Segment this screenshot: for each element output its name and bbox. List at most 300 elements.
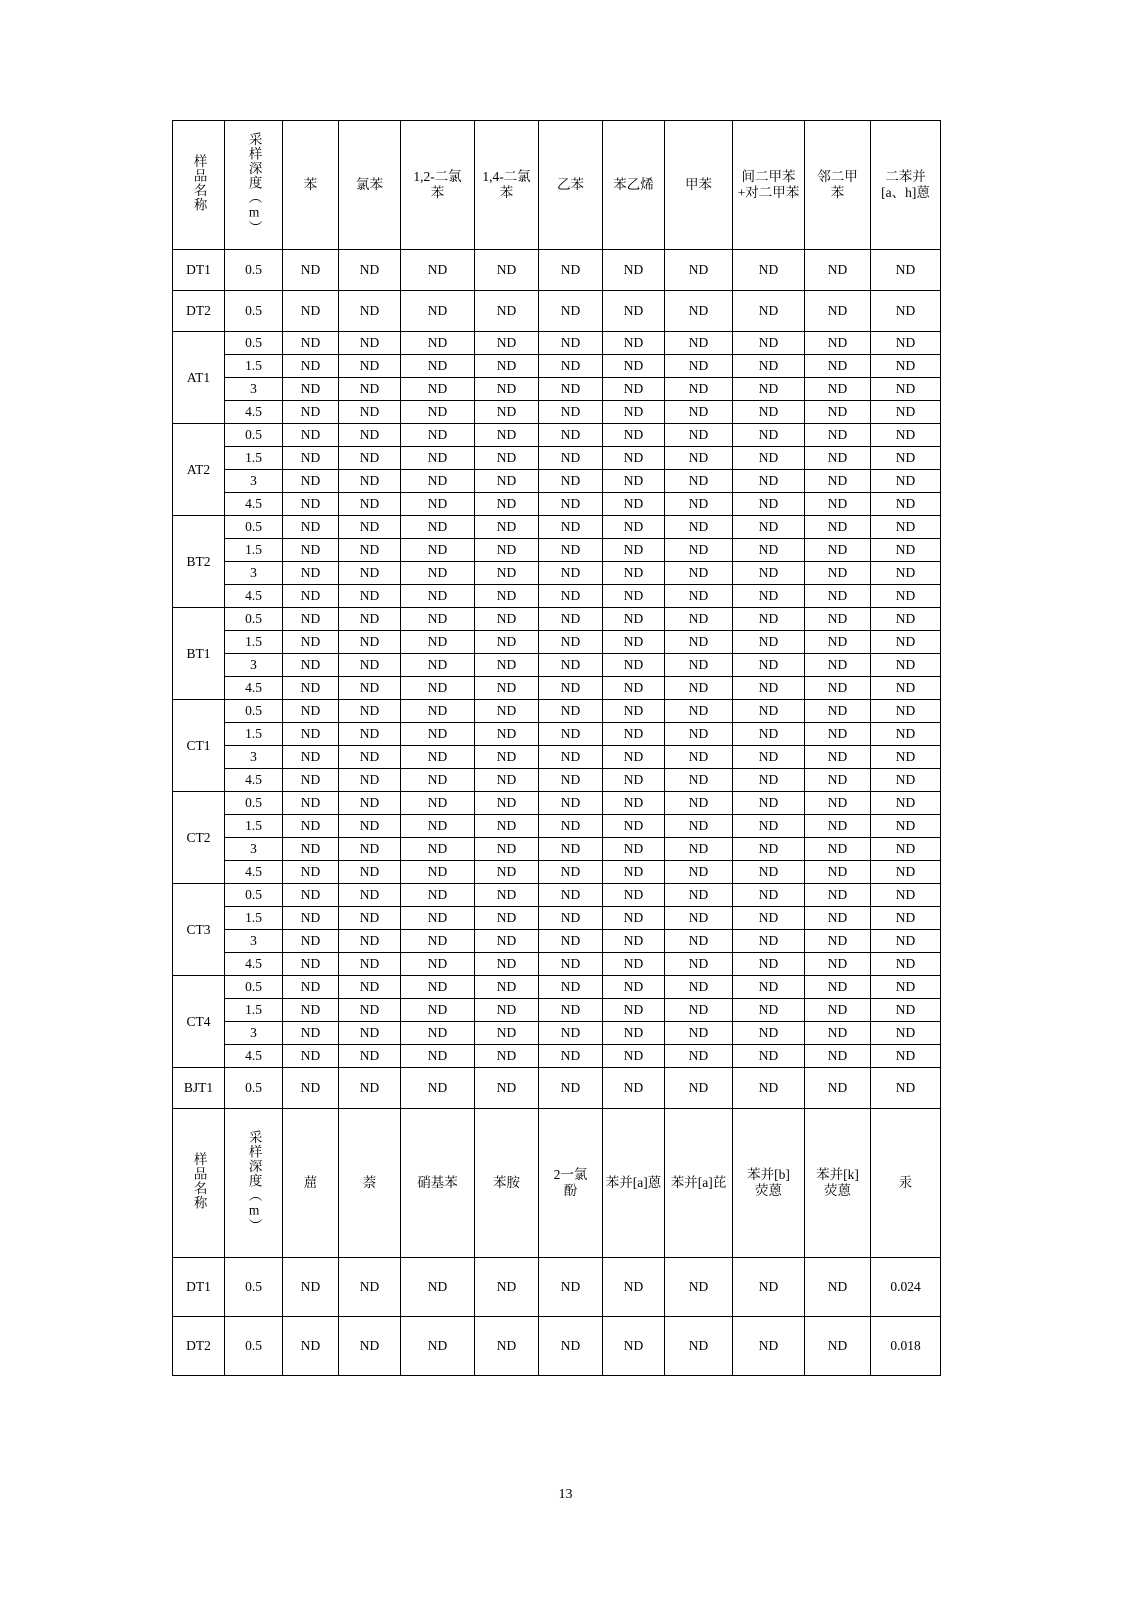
result-cell: ND bbox=[283, 1317, 339, 1376]
sample-depth-cell: 3 bbox=[225, 838, 283, 861]
result-cell: ND bbox=[871, 332, 941, 355]
result-cell: ND bbox=[733, 608, 805, 631]
result-cell: ND bbox=[665, 999, 733, 1022]
sample-name-cell: AT2 bbox=[173, 424, 225, 516]
result-cell: ND bbox=[603, 585, 665, 608]
result-cell: ND bbox=[805, 815, 871, 838]
result-cell: ND bbox=[871, 355, 941, 378]
result-cell: ND bbox=[733, 654, 805, 677]
result-cell: ND bbox=[733, 250, 805, 291]
result-cell: ND bbox=[871, 562, 941, 585]
result-cell: ND bbox=[871, 907, 941, 930]
result-cell: ND bbox=[603, 378, 665, 401]
result-cell: ND bbox=[805, 1045, 871, 1068]
result-cell: ND bbox=[871, 1068, 941, 1109]
result-cell: ND bbox=[871, 378, 941, 401]
table2-header-cell bbox=[805, 1109, 871, 1258]
result-cell: ND bbox=[475, 884, 539, 907]
result-cell: ND bbox=[603, 1022, 665, 1045]
result-cell: ND bbox=[401, 608, 475, 631]
result-cell: ND bbox=[603, 999, 665, 1022]
result-cell: ND bbox=[733, 700, 805, 723]
result-cell: ND bbox=[733, 723, 805, 746]
result-cell: ND bbox=[871, 539, 941, 562]
result-cell: ND bbox=[871, 746, 941, 769]
result-cell: 0.018 bbox=[871, 1317, 941, 1376]
result-cell: ND bbox=[475, 1317, 539, 1376]
result-cell: ND bbox=[733, 1022, 805, 1045]
table-row bbox=[173, 585, 941, 608]
result-cell: ND bbox=[475, 746, 539, 769]
table1-header-cell bbox=[401, 121, 475, 250]
result-cell: ND bbox=[733, 493, 805, 516]
result-cell: ND bbox=[339, 1045, 401, 1068]
result-cell: ND bbox=[401, 976, 475, 999]
result-cell: ND bbox=[665, 608, 733, 631]
result-cell: ND bbox=[539, 539, 603, 562]
sample-name-cell: CT1 bbox=[173, 700, 225, 792]
result-cell: ND bbox=[401, 1258, 475, 1317]
result-cell: ND bbox=[603, 447, 665, 470]
table1-header-cell bbox=[225, 121, 283, 250]
table2-header-cell bbox=[283, 1109, 339, 1258]
result-cell: ND bbox=[339, 470, 401, 493]
result-cell: ND bbox=[871, 493, 941, 516]
result-cell: ND bbox=[283, 654, 339, 677]
result-cell: ND bbox=[283, 493, 339, 516]
sample-depth-cell: 1.5 bbox=[225, 815, 283, 838]
result-cell: ND bbox=[539, 907, 603, 930]
result-cell: ND bbox=[475, 769, 539, 792]
result-cell: ND bbox=[603, 332, 665, 355]
result-cell: ND bbox=[475, 424, 539, 447]
result-cell: ND bbox=[401, 562, 475, 585]
result-cell: ND bbox=[805, 1258, 871, 1317]
result-cell: ND bbox=[665, 378, 733, 401]
result-cell: ND bbox=[805, 907, 871, 930]
result-cell: ND bbox=[339, 999, 401, 1022]
result-cell: ND bbox=[475, 999, 539, 1022]
result-cell: ND bbox=[475, 378, 539, 401]
result-cell: ND bbox=[475, 815, 539, 838]
result-cell: ND bbox=[475, 332, 539, 355]
header-label: 苯乙烯 bbox=[613, 176, 654, 192]
result-cell: ND bbox=[733, 378, 805, 401]
result-cell: ND bbox=[603, 654, 665, 677]
result-cell: ND bbox=[475, 401, 539, 424]
result-cell: ND bbox=[283, 700, 339, 723]
table-row bbox=[173, 815, 941, 838]
result-cell: ND bbox=[401, 700, 475, 723]
result-cell: ND bbox=[805, 493, 871, 516]
result-cell: ND bbox=[401, 250, 475, 291]
result-cell: ND bbox=[283, 815, 339, 838]
result-cell: ND bbox=[539, 700, 603, 723]
sample-depth-cell: 0.5 bbox=[225, 608, 283, 631]
sample-depth-cell: 1.5 bbox=[225, 907, 283, 930]
result-cell: ND bbox=[871, 250, 941, 291]
result-cell: ND bbox=[539, 953, 603, 976]
result-cell: ND bbox=[733, 1258, 805, 1317]
sample-name-cell: DT2 bbox=[173, 291, 225, 332]
result-cell: ND bbox=[603, 677, 665, 700]
result-cell: ND bbox=[539, 769, 603, 792]
sample-name-cell: DT2 bbox=[173, 1317, 225, 1376]
result-cell: ND bbox=[539, 1317, 603, 1376]
result-cell: ND bbox=[339, 1022, 401, 1045]
result-cell: ND bbox=[665, 516, 733, 539]
table-row bbox=[173, 930, 941, 953]
sample-depth-cell: 4.5 bbox=[225, 585, 283, 608]
result-cell: ND bbox=[475, 792, 539, 815]
result-cell: ND bbox=[539, 401, 603, 424]
result-cell: ND bbox=[603, 723, 665, 746]
result-cell: ND bbox=[805, 976, 871, 999]
result-cell: ND bbox=[871, 1022, 941, 1045]
result-cell: ND bbox=[871, 516, 941, 539]
result-cell: ND bbox=[805, 539, 871, 562]
table-row bbox=[173, 746, 941, 769]
result-cell: ND bbox=[401, 424, 475, 447]
result-cell: ND bbox=[805, 999, 871, 1022]
sample-depth-cell: 3 bbox=[225, 746, 283, 769]
header-label: 苯并[a]蒽 bbox=[605, 1174, 662, 1190]
result-cell: ND bbox=[339, 355, 401, 378]
sample-depth-cell: 0.5 bbox=[225, 792, 283, 815]
result-cell: ND bbox=[805, 585, 871, 608]
result-cell: ND bbox=[539, 332, 603, 355]
result-cell: ND bbox=[665, 447, 733, 470]
sample-depth-cell: 3 bbox=[225, 1022, 283, 1045]
result-cell: ND bbox=[283, 1022, 339, 1045]
result-cell: ND bbox=[665, 493, 733, 516]
sample-depth-cell: 4.5 bbox=[225, 493, 283, 516]
result-cell: ND bbox=[665, 976, 733, 999]
result-cell: ND bbox=[283, 1258, 339, 1317]
result-cell: ND bbox=[665, 332, 733, 355]
result-cell: ND bbox=[339, 562, 401, 585]
sample-name-cell: BT2 bbox=[173, 516, 225, 608]
result-cell: ND bbox=[665, 1258, 733, 1317]
result-cell: ND bbox=[665, 539, 733, 562]
table1-header-cell bbox=[283, 121, 339, 250]
sample-name-cell: BJT1 bbox=[173, 1068, 225, 1109]
sample-name-cell: CT3 bbox=[173, 884, 225, 976]
result-cell: ND bbox=[339, 250, 401, 291]
result-cell: ND bbox=[401, 769, 475, 792]
result-cell: ND bbox=[401, 677, 475, 700]
result-cell: ND bbox=[539, 1258, 603, 1317]
result-cell: ND bbox=[805, 631, 871, 654]
sample-depth-cell: 0.5 bbox=[225, 516, 283, 539]
result-cell: ND bbox=[805, 1068, 871, 1109]
result-cell: ND bbox=[283, 953, 339, 976]
result-cell: ND bbox=[603, 562, 665, 585]
header-label: 氯苯 bbox=[356, 176, 383, 192]
result-cell: ND bbox=[733, 401, 805, 424]
sample-depth-cell: 4.5 bbox=[225, 861, 283, 884]
result-cell: ND bbox=[339, 815, 401, 838]
result-cell: ND bbox=[475, 1022, 539, 1045]
result-cell: ND bbox=[539, 562, 603, 585]
sample-depth-cell: 0.5 bbox=[225, 250, 283, 291]
result-cell: ND bbox=[339, 861, 401, 884]
result-cell: ND bbox=[871, 447, 941, 470]
table-row bbox=[173, 953, 941, 976]
result-cell: ND bbox=[871, 401, 941, 424]
result-cell: ND bbox=[603, 401, 665, 424]
result-cell: ND bbox=[539, 723, 603, 746]
result-cell: ND bbox=[603, 907, 665, 930]
table-row bbox=[173, 1022, 941, 1045]
table2-header-cell bbox=[603, 1109, 665, 1258]
result-cell: ND bbox=[603, 746, 665, 769]
result-cell: ND bbox=[401, 401, 475, 424]
table1-header-cell bbox=[805, 121, 871, 250]
result-cell: ND bbox=[805, 424, 871, 447]
result-cell: ND bbox=[733, 884, 805, 907]
result-cell: ND bbox=[603, 884, 665, 907]
table1-header-cell bbox=[871, 121, 941, 250]
sample-depth-cell: 1.5 bbox=[225, 999, 283, 1022]
table-row bbox=[173, 861, 941, 884]
result-cell: ND bbox=[475, 355, 539, 378]
result-cell: ND bbox=[339, 424, 401, 447]
table2-header-cell bbox=[401, 1109, 475, 1258]
result-cell: ND bbox=[339, 1068, 401, 1109]
table2-header-cell bbox=[225, 1109, 283, 1258]
result-cell: ND bbox=[475, 493, 539, 516]
table-row bbox=[173, 1045, 941, 1068]
result-cell: ND bbox=[603, 516, 665, 539]
result-cell: ND bbox=[539, 585, 603, 608]
header-label: 样品名称 bbox=[191, 1152, 207, 1211]
sample-name-cell: CT4 bbox=[173, 976, 225, 1068]
sample-depth-cell: 0.5 bbox=[225, 291, 283, 332]
result-cell: ND bbox=[401, 470, 475, 493]
sample-depth-cell: 3 bbox=[225, 930, 283, 953]
result-cell: ND bbox=[603, 355, 665, 378]
result-cell: ND bbox=[339, 401, 401, 424]
result-cell: ND bbox=[339, 792, 401, 815]
result-cell: ND bbox=[665, 746, 733, 769]
result-cell: ND bbox=[401, 378, 475, 401]
header-label: 甲苯 bbox=[685, 176, 712, 192]
result-cell: ND bbox=[603, 539, 665, 562]
sample-depth-cell: 0.5 bbox=[225, 1258, 283, 1317]
result-cell: ND bbox=[283, 424, 339, 447]
result-cell: ND bbox=[539, 516, 603, 539]
table-row bbox=[173, 332, 941, 355]
result-cell: ND bbox=[401, 907, 475, 930]
table1-header-cell bbox=[539, 121, 603, 250]
result-cell: ND bbox=[475, 585, 539, 608]
sample-depth-cell: 1.5 bbox=[225, 631, 283, 654]
table-row bbox=[173, 378, 941, 401]
result-cell: ND bbox=[339, 746, 401, 769]
table-row bbox=[173, 291, 941, 332]
result-cell: ND bbox=[283, 470, 339, 493]
result-cell: ND bbox=[603, 1317, 665, 1376]
result-cell: ND bbox=[283, 792, 339, 815]
result-cell: ND bbox=[339, 700, 401, 723]
result-cell: ND bbox=[733, 907, 805, 930]
result-cell: ND bbox=[805, 516, 871, 539]
result-cell: ND bbox=[665, 792, 733, 815]
result-cell: ND bbox=[475, 250, 539, 291]
table-row bbox=[173, 838, 941, 861]
result-cell: ND bbox=[805, 378, 871, 401]
result-cell: ND bbox=[733, 539, 805, 562]
header-label: 邻二甲苯 bbox=[817, 168, 858, 200]
header-label: 间二甲苯+对二甲苯 bbox=[737, 168, 800, 200]
header-label: 䓛 bbox=[303, 1174, 318, 1190]
result-cell: ND bbox=[283, 401, 339, 424]
result-cell: ND bbox=[603, 608, 665, 631]
result-cell: ND bbox=[539, 838, 603, 861]
result-cell: ND bbox=[339, 930, 401, 953]
result-cell: ND bbox=[805, 746, 871, 769]
header-label: 样品名称 bbox=[191, 154, 207, 213]
result-cell: ND bbox=[339, 654, 401, 677]
result-cell: ND bbox=[805, 677, 871, 700]
table-row bbox=[173, 999, 941, 1022]
header-label: 苯胺 bbox=[493, 1174, 520, 1190]
result-cell: ND bbox=[283, 769, 339, 792]
result-cell: ND bbox=[475, 470, 539, 493]
result-cell: ND bbox=[603, 1068, 665, 1109]
result-cell: ND bbox=[283, 930, 339, 953]
result-cell: ND bbox=[339, 447, 401, 470]
result-cell: 0.024 bbox=[871, 1258, 941, 1317]
result-cell: ND bbox=[539, 608, 603, 631]
result-cell: ND bbox=[733, 838, 805, 861]
result-cell: ND bbox=[339, 907, 401, 930]
result-cell: ND bbox=[339, 516, 401, 539]
result-cell: ND bbox=[401, 332, 475, 355]
result-cell: ND bbox=[475, 677, 539, 700]
result-cell: ND bbox=[603, 1258, 665, 1317]
analysis-results-table bbox=[172, 120, 941, 1376]
analysis-results-table-container bbox=[172, 120, 940, 1376]
result-cell: ND bbox=[339, 1317, 401, 1376]
result-cell: ND bbox=[805, 355, 871, 378]
result-cell: ND bbox=[401, 838, 475, 861]
result-cell: ND bbox=[401, 1317, 475, 1376]
result-cell: ND bbox=[283, 332, 339, 355]
result-cell: ND bbox=[283, 608, 339, 631]
result-cell: ND bbox=[733, 424, 805, 447]
result-cell: ND bbox=[539, 631, 603, 654]
table-row bbox=[173, 1258, 941, 1317]
result-cell: ND bbox=[339, 332, 401, 355]
result-cell: ND bbox=[475, 723, 539, 746]
result-cell: ND bbox=[733, 677, 805, 700]
table2-header-row bbox=[173, 1109, 941, 1258]
header-label: 萘 bbox=[362, 1174, 377, 1190]
result-cell: ND bbox=[665, 838, 733, 861]
table-row bbox=[173, 907, 941, 930]
result-cell: ND bbox=[805, 723, 871, 746]
header-label: 2一氯酚 bbox=[553, 1166, 588, 1198]
result-cell: ND bbox=[805, 654, 871, 677]
result-cell: ND bbox=[871, 424, 941, 447]
result-cell: ND bbox=[603, 815, 665, 838]
result-cell: ND bbox=[401, 930, 475, 953]
result-cell: ND bbox=[733, 861, 805, 884]
result-cell: ND bbox=[401, 953, 475, 976]
result-cell: ND bbox=[475, 631, 539, 654]
sample-depth-cell: 1.5 bbox=[225, 447, 283, 470]
result-cell: ND bbox=[733, 470, 805, 493]
result-cell: ND bbox=[401, 631, 475, 654]
result-cell: ND bbox=[665, 585, 733, 608]
result-cell: ND bbox=[339, 493, 401, 516]
result-cell: ND bbox=[539, 999, 603, 1022]
result-cell: ND bbox=[401, 1045, 475, 1068]
header-label: 苯并[b]荧蒽 bbox=[747, 1166, 790, 1198]
result-cell: ND bbox=[283, 539, 339, 562]
result-cell: ND bbox=[339, 608, 401, 631]
table-row bbox=[173, 516, 941, 539]
result-cell: ND bbox=[401, 654, 475, 677]
result-cell: ND bbox=[665, 953, 733, 976]
result-cell: ND bbox=[805, 884, 871, 907]
result-cell: ND bbox=[805, 291, 871, 332]
table2-header-cell bbox=[871, 1109, 941, 1258]
sample-depth-cell: 0.5 bbox=[225, 1068, 283, 1109]
result-cell: ND bbox=[283, 907, 339, 930]
result-cell: ND bbox=[603, 291, 665, 332]
result-cell: ND bbox=[665, 677, 733, 700]
result-cell: ND bbox=[665, 907, 733, 930]
result-cell: ND bbox=[539, 677, 603, 700]
result-cell: ND bbox=[665, 1045, 733, 1068]
sample-depth-cell: 4.5 bbox=[225, 1045, 283, 1068]
result-cell: ND bbox=[665, 930, 733, 953]
sample-depth-cell: 1.5 bbox=[225, 723, 283, 746]
result-cell: ND bbox=[539, 792, 603, 815]
result-cell: ND bbox=[475, 700, 539, 723]
result-cell: ND bbox=[665, 355, 733, 378]
header-label: 1,2-二氯苯 bbox=[413, 168, 462, 200]
result-cell: ND bbox=[339, 539, 401, 562]
result-cell: ND bbox=[665, 723, 733, 746]
result-cell: ND bbox=[401, 355, 475, 378]
result-cell: ND bbox=[475, 291, 539, 332]
result-cell: ND bbox=[603, 424, 665, 447]
result-cell: ND bbox=[733, 291, 805, 332]
sample-depth-cell: 3 bbox=[225, 378, 283, 401]
result-cell: ND bbox=[603, 792, 665, 815]
result-cell: ND bbox=[401, 723, 475, 746]
result-cell: ND bbox=[871, 792, 941, 815]
header-label: 乙苯 bbox=[557, 176, 584, 192]
result-cell: ND bbox=[475, 447, 539, 470]
table-row bbox=[173, 250, 941, 291]
result-cell: ND bbox=[339, 1258, 401, 1317]
sample-depth-cell: 3 bbox=[225, 562, 283, 585]
result-cell: ND bbox=[339, 838, 401, 861]
result-cell: ND bbox=[871, 654, 941, 677]
sample-name-cell: BT1 bbox=[173, 608, 225, 700]
result-cell: ND bbox=[283, 562, 339, 585]
result-cell: ND bbox=[539, 291, 603, 332]
sample-depth-cell: 3 bbox=[225, 470, 283, 493]
result-cell: ND bbox=[871, 631, 941, 654]
result-cell: ND bbox=[539, 746, 603, 769]
table-row bbox=[173, 1317, 941, 1376]
